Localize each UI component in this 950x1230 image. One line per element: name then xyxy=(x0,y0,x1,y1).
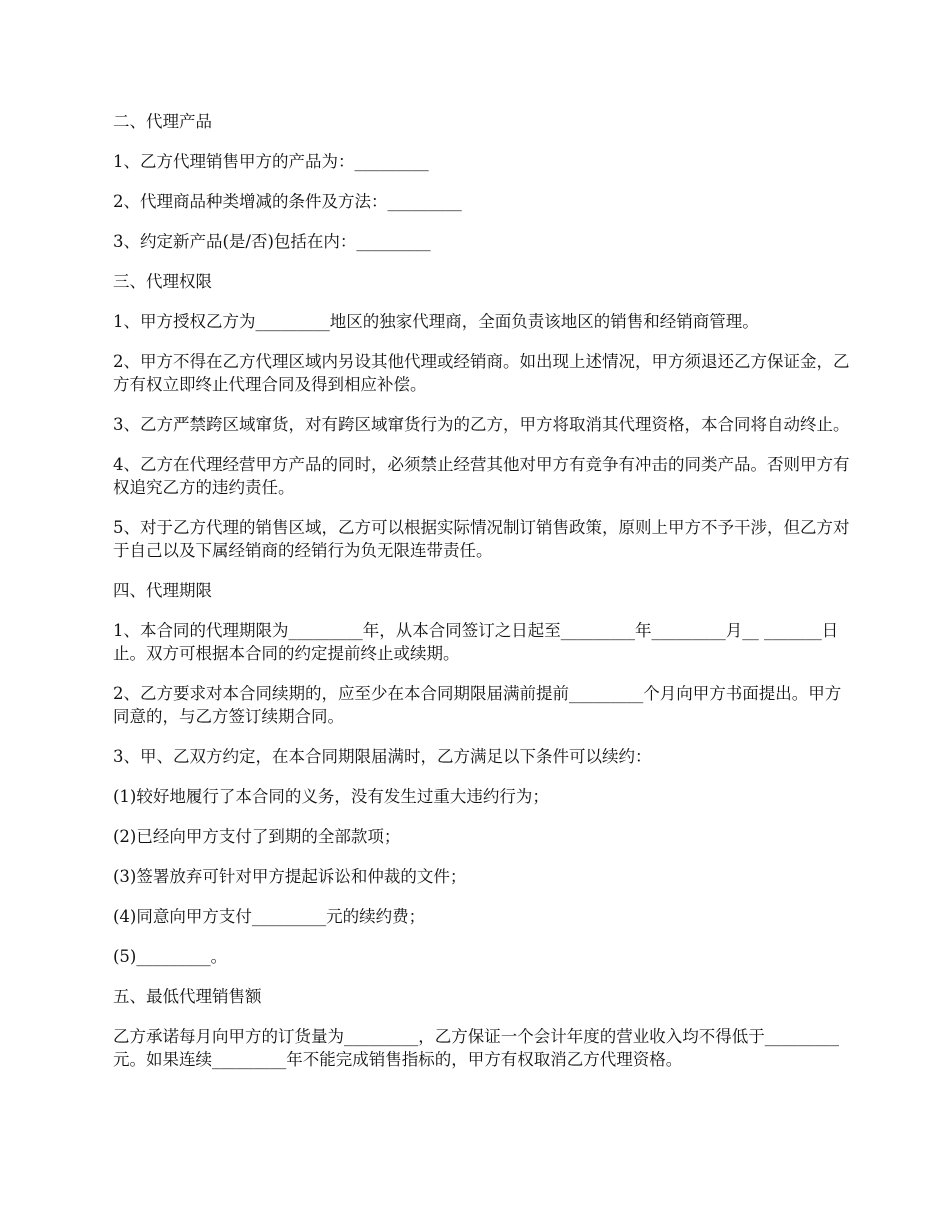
paragraph: 3、乙方严禁跨区域窜货，对有跨区域窜货行为的乙方，甲方将取消其代理资格，本合同将自动终止。 xyxy=(113,415,850,434)
paragraph: 2、甲方不得在乙方代理区域内另设其他代理或经销商。如出现上述情况，甲方须退还乙方保证金，乙方有权立即终止代理合同及得到相应补偿。 xyxy=(113,352,850,394)
paragraph: 1、甲方授权乙方为_________地区的独家代理商，全面负责该地区的销售和经销商管理。 xyxy=(113,312,759,331)
list-item: (1)较好地履行了本合同的义务，没有发生过重大违约行为； xyxy=(113,787,549,806)
paragraph: 4、乙方在代理经营甲方产品的同时，必须禁止经营其他对甲方有竞争有冲击的同类产品。否则甲方有权追究乙方的违约责任。 xyxy=(113,455,850,497)
paragraph: 5、对于乙方代理的销售区域，乙方可以根据实际情况制订销售政策，原则上甲方不予干涉，但乙方对于自己以及下属经销商的经销行为负无限连带责任。 xyxy=(113,518,850,560)
list-item: (5)_________。 xyxy=(113,947,228,966)
section-heading-term: 四、代理期限 xyxy=(113,581,212,600)
list-item: (3)签署放弃可针对甲方提起诉讼和仲裁的文件； xyxy=(113,867,467,886)
section-heading-products: 二、代理产品 xyxy=(113,112,212,131)
paragraph: 2、乙方要求对本合同续期的，应至少在本合同期限届满前提前_________个月向甲方书面提出。甲方同意的，与乙方签订续期合同。 xyxy=(113,684,842,726)
paragraph: 1、乙方代理销售甲方的产品为：_________ xyxy=(113,152,429,171)
paragraph: 2、代理商品种类增减的条件及方法：_________ xyxy=(113,192,462,211)
list-item: (4)同意向甲方支付_________元的续约费； xyxy=(113,907,426,926)
section-heading-authority: 三、代理权限 xyxy=(113,272,212,291)
section-heading-minimum-sales: 五、最低代理销售额 xyxy=(113,987,262,1006)
paragraph: 乙方承诺每月向甲方的订货量为_________，乙方保证一个会计年度的营业收入均不得低于_________元。如果连续_________年不能完成销售指标的，甲方有权取消乙方代理资格。 xyxy=(113,1027,839,1069)
paragraph: 1、本合同的代理期限为_________年，从本合同签订之日起至_________年_________月__ _______日止。双方可根据本合同的约定提前终止或续期。 xyxy=(113,621,839,663)
list-item: (2)已经向甲方支付了到期的全部款项； xyxy=(113,827,401,846)
paragraph: 3、甲、乙双方约定，在本合同期限届满时，乙方满足以下条件可以续约： xyxy=(113,747,652,766)
paragraph: 3、约定新产品(是/否)包括在内：_________ xyxy=(113,232,431,251)
